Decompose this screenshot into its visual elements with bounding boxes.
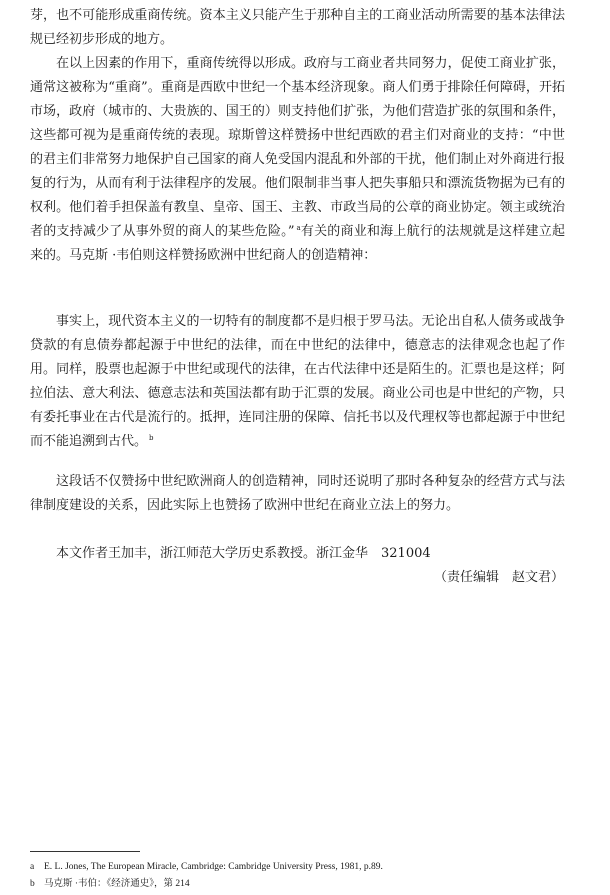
main-paragraph — [30, 52, 565, 268]
footnote-a — [30, 860, 383, 874]
weber-quote — [30, 310, 565, 454]
footnote-mark-a: a — [296, 223, 301, 232]
footnote-a-text: E. L. Jones, The European Miracle, Cambridge: Cambridge University Press, 1981, p.89. — [44, 862, 383, 872]
footnote-b-mark: b — [30, 879, 35, 889]
editor-note: （责任编辑 赵文君） — [433, 570, 564, 585]
footnote-b — [30, 877, 190, 891]
weber-quote-text: 事实上，现代资本主义的一切特有的制度都不是归根于罗马法。无论出自私人债务或战争贷款的有息债券都起源于中世纪的法律，而在中世纪的法律中，德意志的法律观念也起了作用。同样，股票也起源于中世纪或现代的法律，在古代法律中还是陌生的。汇票也是这样；阿拉伯法、意大利法、德意志法和英国法都有助于汇票的发展。商业公司也是中世纪的产物，只有委托事业在古代是流行的。抵押，连同注册的保障、信托书以及代理权等也都起源于中世纪而不能追溯到古代。 — [30, 314, 565, 449]
footnote-a-mark: a — [30, 862, 35, 872]
footnote-b-text: 马克斯 ·韦伯：《经济通史》，第 214 — [44, 879, 190, 889]
conclusion-paragraph: 这段话不仅赞扬中世纪欧洲商人的创造精神，同时还说明了那时各种复杂的经营方式与法律制度建设的关系，因此实际上也赞扬了欧洲中世纪在商业立法上的努力。 — [30, 474, 565, 513]
main-paragraph-text-continued: 有关的商业和海上航行的法规就是这样建立起来的。马克斯 ·韦伯则这样赞扬欧洲中世纪商人的创造精神： — [30, 224, 565, 263]
footnote-divider — [30, 851, 140, 852]
continued-paragraph: 芽，也不可能形成重商传统。资本主义只能产生于那种自主的工商业活动所需要的基本法律法规已经初步形成的地方。 — [30, 8, 565, 47]
author-note: 本文作者王加丰，浙江师范大学历史系教授。浙江金华 321004 — [56, 546, 431, 561]
footnote-mark-b: b — [149, 433, 154, 442]
main-paragraph-text: 在以上因素的作用下，重商传统得以形成。政府与工商业者共同努力，促使工商业扩张，通常这被称为“重商”。重商是西欧中世纪一个基本经济现象。商人们勇于排除任何障碍，开拓市场，政府（城市的、大贵族的、国王的）则支持他们扩张，为他们营造扩张的氛围和条件，这些都可视为是重商传统的表现。琼斯曾这样赞扬中世纪西欧的君主们对商业的支持：“中世的君主们非常努力地保护自己国家的商人免受国内混乱和外部的干扰，他们制止对外商进行报复的行为，从而有利于法律程序的发展。他们限制非当事人把失事船只和漂流货物据为已有的权利。他们着手担保盖有教皇、皇帝、国王、主教、市政当局的公章的商业协定。领主或统治者的支持减少了从事外贸的商人的某些危险。” — [30, 56, 565, 239]
